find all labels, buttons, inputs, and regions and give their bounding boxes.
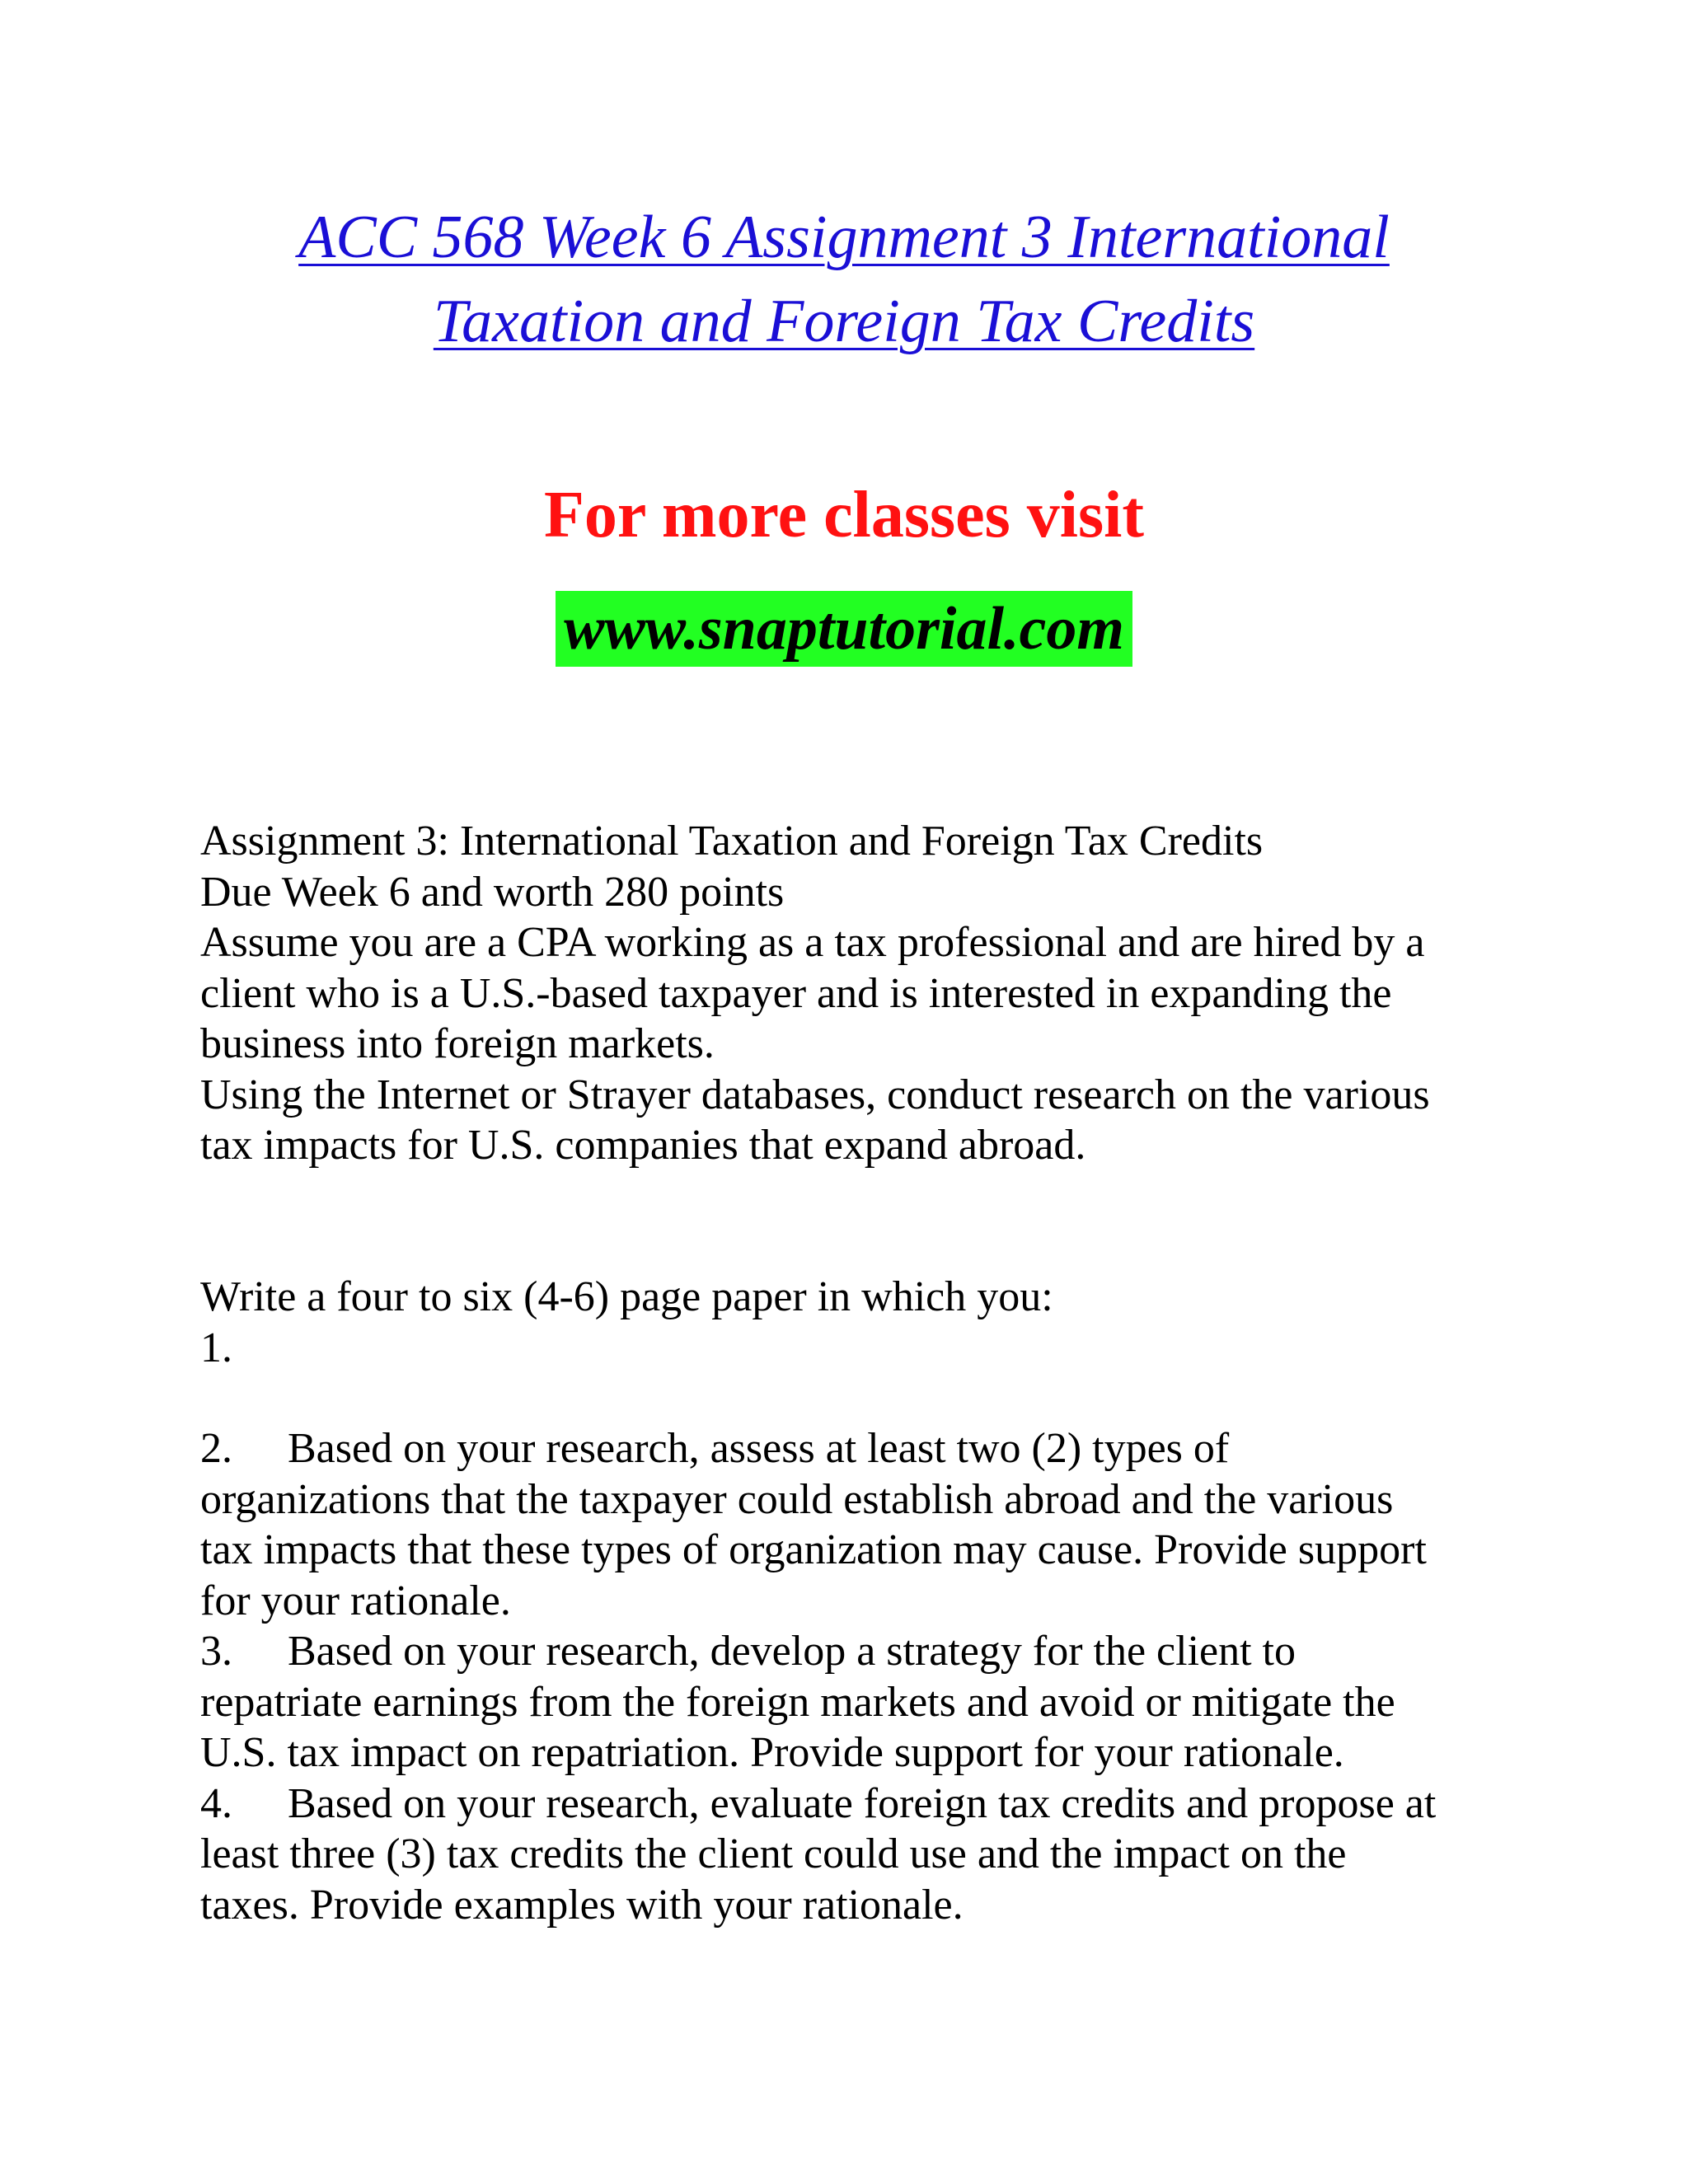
item-4-line bbox=[200, 1779, 1519, 1830]
assignment-intro bbox=[200, 816, 1519, 1171]
item-4-number: 4. bbox=[200, 1779, 232, 1827]
assignment-heading: Assignment 3: International Taxation and Foreign Tax Credits bbox=[200, 818, 1264, 865]
item-3-line: repatriate earnings from the foreign markets and avoid or mitigate the bbox=[200, 1678, 1395, 1726]
item-3-text: Based on your research, develop a strategy for the client to bbox=[288, 1628, 1296, 1675]
intro-line: client who is a U.S.-based taxpayer and is interested in expanding the bbox=[200, 969, 1392, 1017]
numbered-items bbox=[200, 1423, 1519, 1930]
item-1-number: 1. bbox=[200, 1324, 232, 1371]
write-line: Write a four to six (4-6) page paper in which you: bbox=[200, 1273, 1053, 1320]
item-2-text: Based on your research, assess at least two (2) types of bbox=[288, 1425, 1230, 1472]
item-2-line: tax impacts that these types of organization may cause. Provide support bbox=[200, 1526, 1427, 1573]
item-3-number: 3. bbox=[200, 1628, 232, 1675]
item-4-line: taxes. Provide examples with your rationale. bbox=[200, 1881, 964, 1929]
site-url: www.snaptutorial.com bbox=[556, 591, 1132, 667]
title-link-line1[interactable]: ACC 568 Week 6 Assignment 3 International bbox=[298, 204, 1390, 271]
research-line: tax impacts for U.S. companies that expand abroad. bbox=[200, 1122, 1086, 1169]
due-line: Due Week 6 and worth 280 points bbox=[200, 868, 785, 916]
item-4-text: Based on your research, evaluate foreign tax credits and propose at bbox=[288, 1779, 1437, 1827]
item-2-line bbox=[200, 1423, 1519, 1474]
promo-heading: For more classes visit bbox=[543, 479, 1144, 551]
item-3-line bbox=[200, 1626, 1519, 1677]
item-2-line: organizations that the taxpayer could establish abroad and the various bbox=[200, 1475, 1394, 1523]
item-4-line: least three (3) tax credits the client could use and the impact on the bbox=[200, 1830, 1347, 1877]
item-2-number: 2. bbox=[200, 1425, 232, 1472]
site-highlight-wrapper bbox=[0, 591, 1688, 667]
intro-line: business into foreign markets. bbox=[200, 1020, 715, 1067]
item-2-line: for your rationale. bbox=[200, 1577, 511, 1624]
item-3-line: U.S. tax impact on repatriation. Provide support for your rationale. bbox=[200, 1729, 1344, 1776]
research-line: Using the Internet or Strayer databases, conduct research on the various bbox=[200, 1071, 1430, 1118]
intro-line: Assume you are a CPA working as a tax professional and are hired by a bbox=[200, 919, 1425, 966]
title-link-line2[interactable]: Taxation and Foreign Tax Credits bbox=[433, 288, 1255, 355]
write-instructions bbox=[200, 1272, 1519, 1373]
